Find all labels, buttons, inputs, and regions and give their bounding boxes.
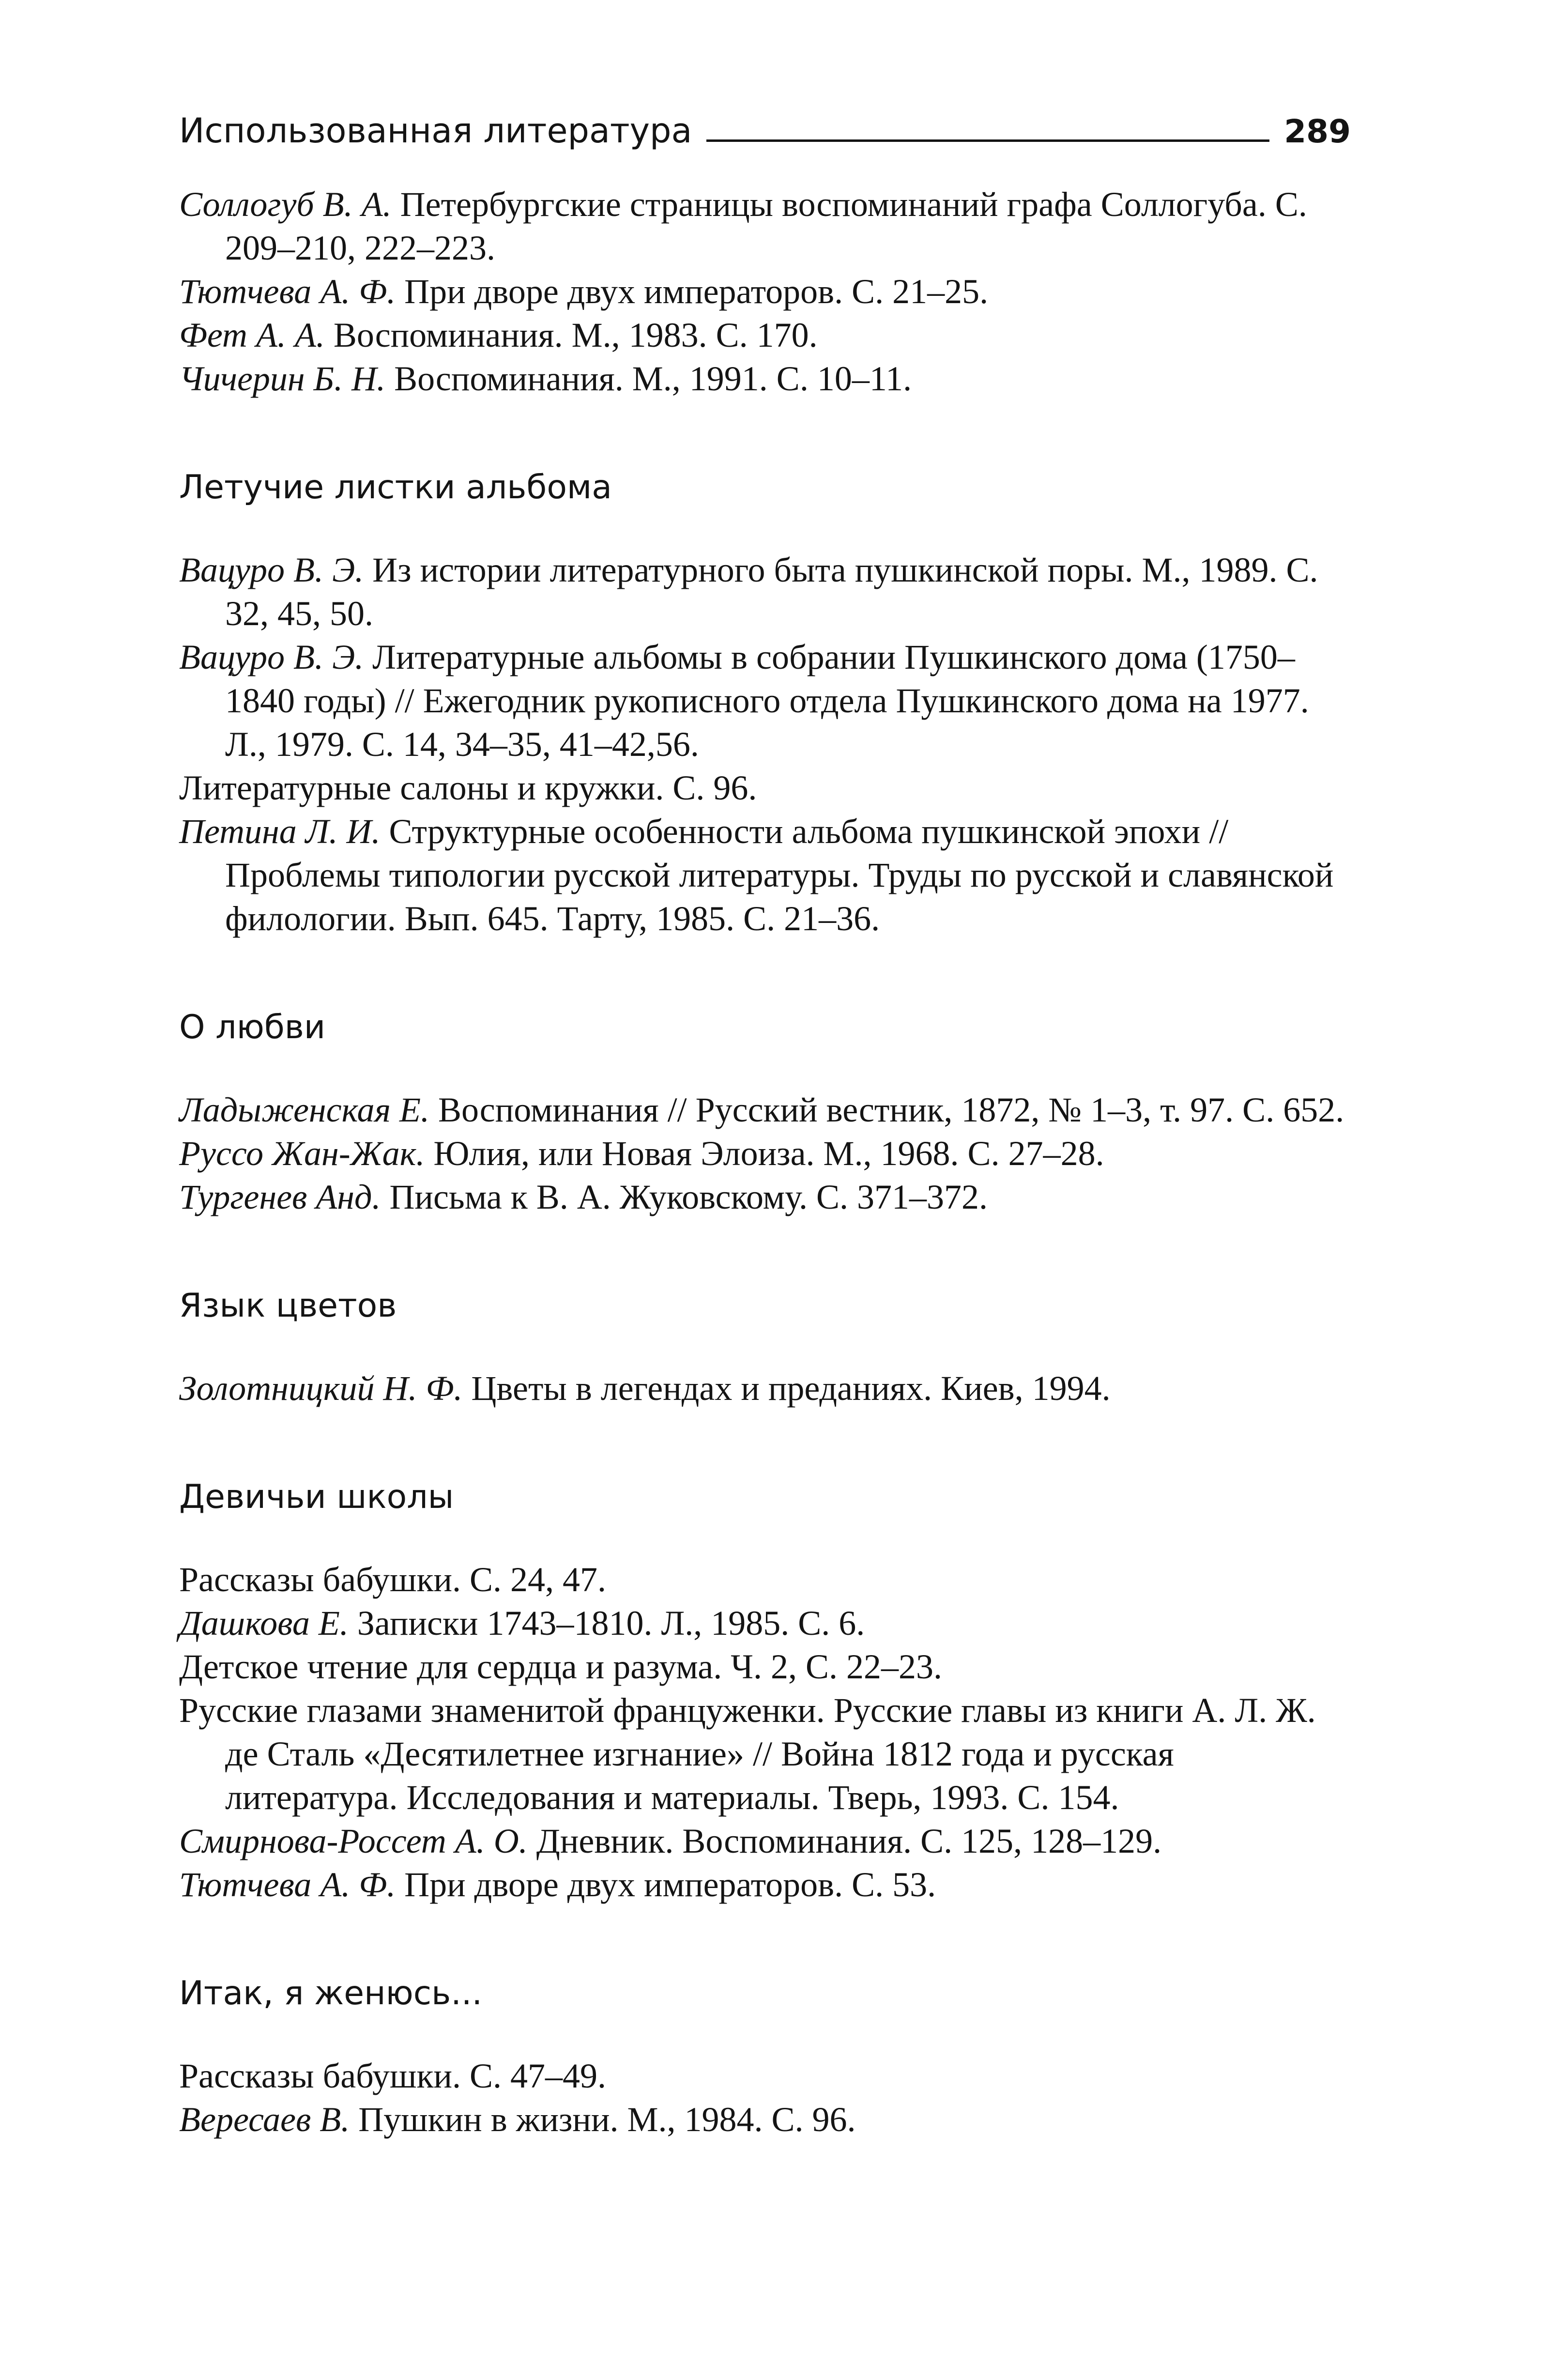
entry-author: Дашкова Е.: [179, 1604, 349, 1643]
entry-author: Вацуро В. Э.: [179, 551, 364, 589]
running-head: [179, 94, 1351, 151]
running-head-rule: [706, 139, 1269, 142]
entry-text: Петербургские страницы воспоминаний графа Соллогуба. С. 209–210, 222–223.: [225, 185, 1307, 267]
bibliography-entry: [179, 1088, 1351, 1132]
entry-text: Дневник. Воспоминания. С. 125, 128–129.: [527, 1822, 1162, 1860]
entry-text: Русские глазами знаменитой француженки. Русские главы из книги А. Л. Ж. де Сталь «Десятилетнее изгнание» // Война 1812 года и русская литература. Исследования и материалы. Тверь, 1993. С. 154.: [179, 1691, 1316, 1817]
bibliography-entry: [179, 1645, 1351, 1689]
entry-text: Детское чтение для сердца и разума. Ч. 2, С. 22–23.: [179, 1647, 943, 1686]
entry-text: Воспоминания // Русский вестник, 1872, № 1–3, т. 97. С. 652.: [429, 1090, 1344, 1129]
entry-author: Петина Л. И.: [179, 812, 381, 851]
bibliography-entry: [179, 183, 1351, 270]
book-page: [179, 94, 1351, 2141]
bibliography-entry: [179, 810, 1351, 940]
bibliography-entry: [179, 1863, 1351, 1906]
entry-author: Смирнова-Россет А. О.: [179, 1822, 528, 1860]
entry-text: Цветы в легендах и преданиях. Киев, 1994.: [462, 1369, 1111, 1408]
entry-text: Рассказы бабушки. С. 47–49.: [179, 2057, 607, 2095]
bibliography-entry: [179, 1367, 1351, 1410]
entry-text: Пушкин в жизни. М., 1984. С. 96.: [350, 2100, 856, 2139]
bibliography-section: [179, 183, 1351, 400]
entry-text: При дворе двух императоров. С. 21–25.: [396, 272, 989, 311]
bibliography-entry: [179, 548, 1351, 635]
entry-author: Золотницкий Н. Ф.: [179, 1369, 463, 1408]
entry-text: Воспоминания. М., 1983. С. 170.: [324, 316, 818, 354]
bibliography-entry: [179, 1601, 1351, 1645]
bibliography-entry: [179, 2098, 1351, 2141]
entry-author: Чичерин Б. Н.: [179, 359, 386, 398]
section-heading: О любви: [179, 1008, 326, 1046]
section-heading: Девичьи школы: [179, 1478, 454, 1516]
entry-author: Тургенев Анд.: [179, 1178, 381, 1216]
entry-author: Соллогуб В. А.: [179, 185, 392, 224]
entry-text: Литературные альбомы в собрании Пушкинского дома (1750–1840 годы) // Ежегодник рукописного отдела Пушкинского дома на 1977. Л., 1979. С. 14, 34–35, 41–42,56.: [225, 638, 1309, 764]
entry-text: При дворе двух императоров. С. 53.: [396, 1865, 936, 1904]
entry-author: Руссо Жан-Жак.: [179, 1134, 425, 1173]
entry-text: Юлия, или Новая Элоиза. М., 1968. С. 27–28.: [425, 1134, 1104, 1173]
entry-text: Записки 1743–1810. Л., 1985. С. 6.: [348, 1604, 865, 1643]
entry-text: Письма к В. А. Жуковскому. С. 371–372.: [381, 1178, 988, 1216]
bibliography-entry: [179, 357, 1351, 400]
bibliography-entry: [179, 1819, 1351, 1863]
bibliography-section: [179, 1006, 1351, 1219]
entry-author: Вересаев В.: [179, 2100, 350, 2139]
section-heading: Язык цветов: [179, 1287, 397, 1325]
section-heading: Летучие листки альбома: [179, 468, 612, 507]
running-head-title: Использованная литература: [179, 111, 692, 151]
entry-text: Литературные салоны и кружки. С. 96.: [179, 768, 757, 807]
bibliography-section: [179, 466, 1351, 940]
bibliography-section: [179, 1284, 1351, 1410]
bibliography-section: [179, 1475, 1351, 1906]
entry-author: Тютчева А. Ф.: [179, 272, 396, 311]
entry-text: Рассказы бабушки. С. 24, 47.: [179, 1560, 607, 1599]
bibliography-entry: [179, 1132, 1351, 1175]
entry-text: Структурные особенности альбома пушкинской эпохи // Проблемы типологии русской литературы. Труды по русской и славянской филологии. Вып. 645. Тарту, 1985. С. 21–36.: [225, 812, 1334, 938]
bibliography-entry: [179, 2054, 1351, 2098]
section-heading: Итак, я женюсь...: [179, 1974, 483, 2012]
entry-author: Ладыженская Е.: [179, 1090, 429, 1129]
entry-text: Воспоминания. М., 1991. С. 10–11.: [385, 359, 912, 398]
bibliography-entry: [179, 635, 1351, 766]
entry-text: Из истории литературного быта пушкинской поры. М., 1989. С. 32, 45, 50.: [225, 551, 1318, 633]
bibliography-entry: [179, 1689, 1351, 1819]
bibliography-entry: [179, 766, 1351, 810]
bibliography-entry: [179, 313, 1351, 357]
entry-author: Вацуро В. Э.: [179, 638, 364, 676]
bibliography-section: [179, 1972, 1351, 2141]
entry-author: Тютчева А. Ф.: [179, 1865, 396, 1904]
entry-author: Фет А. А.: [179, 316, 325, 354]
bibliography-entry: [179, 270, 1351, 313]
bibliography-entry: [179, 1175, 1351, 1219]
bibliography-entry: [179, 1558, 1351, 1601]
page-number: 289: [1284, 113, 1351, 150]
